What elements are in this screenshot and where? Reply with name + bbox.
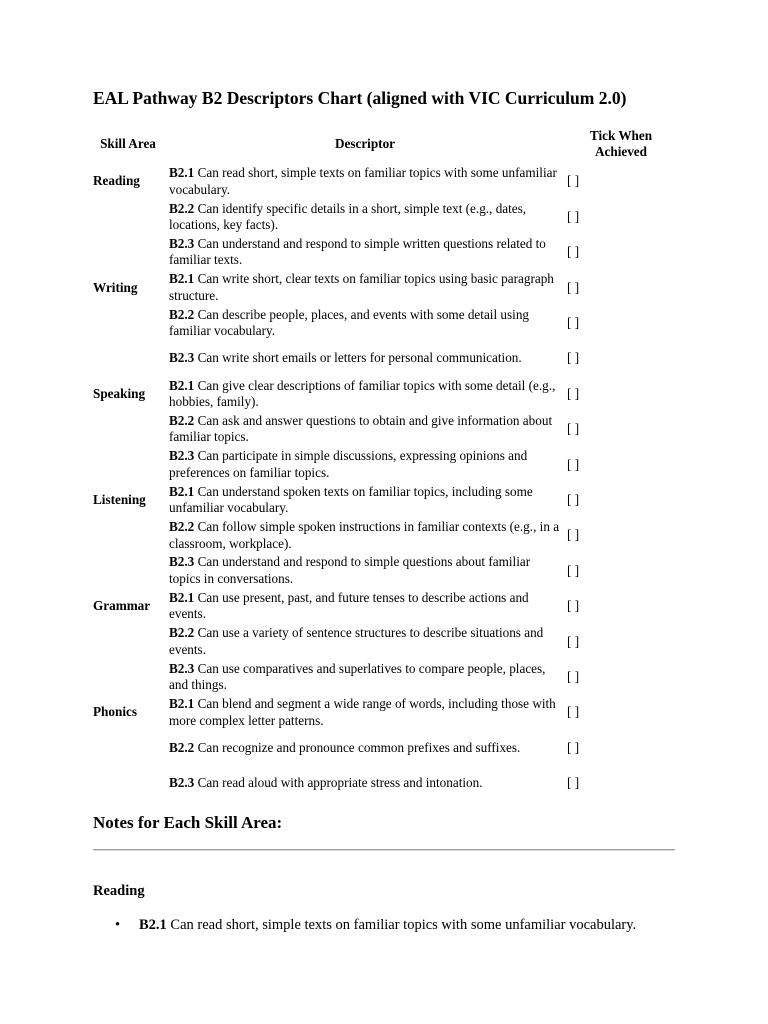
descriptor-text: Can identify specific details in a short, simple text (e.g., dates, locations, key facts). [169,200,527,233]
descriptor-code: B2.3 [169,554,195,570]
descriptor-text: Can write short emails or letters for personal communication. [194,350,522,366]
descriptor-code: B2.2 [169,306,195,322]
tick-box[interactable]: [ ] [567,562,580,578]
descriptor-cell [166,306,564,341]
skill-area-cell: Listening [93,491,146,507]
descriptor-code: B2.1 [169,377,195,393]
table-body [90,164,678,801]
table-row [90,341,678,376]
descriptor-code: B2.1 [139,917,167,933]
descriptor-text: Can understand and respond to simple written questions related to familiar texts. [169,235,546,268]
table-row [90,447,678,482]
skill-area-cell: Speaking [93,385,146,401]
descriptor-cell [166,376,564,411]
tick-box[interactable]: [ ] [567,527,580,543]
descriptor-text: Can use a variety of sentence structures to describe situations and events. [169,625,544,657]
table-row [90,659,678,694]
bullet-icon: • [115,917,121,933]
tick-box[interactable]: [ ] [567,633,580,649]
notes-section-heading: Reading [93,883,145,899]
tick-box[interactable]: [ ] [567,775,580,791]
skill-area-cell [90,518,166,553]
descriptor-code: B2.2 [169,412,195,428]
descriptor-cell [166,695,564,730]
skill-area-cell: Reading [93,173,140,189]
descriptor-cell [166,553,564,588]
table-row [90,695,678,730]
table-row [90,270,678,305]
descriptor-text: Can read short, simple texts on familiar topics with some unfamiliar vocabulary. [166,917,637,933]
skill-area-cell [90,624,166,659]
descriptor-text: Can understand spoken texts on familiar topics, including some unfamiliar vocabulary. [169,483,533,516]
descriptor-text: Can use comparatives and superlatives to compare people, places, and things. [169,660,546,693]
descriptor-text: Can read aloud with appropriate stress and intonation. [194,775,483,791]
table-row [90,164,678,199]
tick-box[interactable]: [ ] [567,279,580,295]
descriptor-cell [166,483,564,518]
descriptor-cell [166,270,564,305]
document-title: EAL Pathway B2 Descriptors Chart (aligned with VIC Curriculum 2.0) [93,88,627,108]
descriptor-cell [166,164,564,199]
table-row [90,412,678,447]
descriptor-cell [166,518,564,553]
tick-box[interactable]: [ ] [567,456,580,472]
tick-box[interactable]: [ ] [567,491,580,507]
skill-area-cell: Phonics [93,704,137,720]
skill-area-cell [90,553,166,588]
descriptor-cell [166,766,564,801]
notes-bullet-list [93,917,636,934]
table-row [90,624,678,659]
horizontal-divider [93,849,675,851]
header-skill-area: Skill Area [100,135,156,151]
table-row [90,376,678,411]
descriptor-text: Can use present, past, and future tenses to describe actions and events. [169,589,529,622]
header-tick-when-achieved: Tick When Achieved [589,127,653,159]
descriptor-cell [166,659,564,694]
descriptor-code: B2.2 [169,739,195,755]
descriptor-cell [166,589,564,624]
descriptor-code: B2.2 [169,625,195,641]
descriptor-code: B2.1 [169,696,195,712]
descriptor-text: Can understand and respond to simple questions about familiar topics in conversations. [169,554,531,586]
tick-box[interactable]: [ ] [567,208,580,224]
notes-title: Notes for Each Skill Area: [93,813,283,832]
tick-box[interactable]: [ ] [567,421,580,437]
descriptors-table [90,124,678,801]
tick-box[interactable]: [ ] [567,704,580,720]
tick-box[interactable]: [ ] [567,668,580,684]
list-item [93,917,636,934]
skill-area-cell: Writing [93,279,138,295]
tick-box[interactable]: [ ] [567,315,580,330]
descriptor-cell [166,235,564,270]
header-descriptor: Descriptor [334,135,396,151]
tick-box[interactable]: [ ] [567,350,580,366]
descriptor-text: Can give clear descriptions of familiar topics with some detail (e.g., hobbies, family). [169,377,556,410]
tick-box[interactable]: [ ] [567,244,580,260]
descriptor-code: B2.1 [169,483,195,499]
descriptor-code: B2.3 [169,660,195,676]
skill-area-cell [90,730,166,765]
tick-box[interactable]: [ ] [567,173,580,189]
skill-area-cell [90,199,166,234]
tick-box[interactable]: [ ] [567,739,580,755]
descriptor-text: Can ask and answer questions to obtain and give information about familiar topics. [169,412,553,445]
skill-area-cell [90,447,166,482]
skill-area-cell [90,659,166,694]
tick-box[interactable]: [ ] [567,385,580,401]
descriptor-text: Can recognize and pronounce common prefixes and suffixes. [194,739,521,755]
descriptor-text: Can blend and segment a wide range of words, including those with more complex letter patterns. [169,696,556,728]
table-row [90,483,678,518]
table-row [90,553,678,588]
skill-area-cell [90,412,166,447]
descriptor-text: Can participate in simple discussions, expressing opinions and preferences on familiar topics. [169,448,528,480]
skill-area-cell [90,766,166,801]
table-row [90,589,678,624]
table-row [90,235,678,270]
table-row [90,518,678,553]
descriptor-cell [166,447,564,482]
descriptor-text: Can write short, clear texts on familiar topics using basic paragraph structure. [169,271,554,303]
descriptor-code: B2.3 [169,448,195,464]
table-row [90,306,678,341]
descriptor-cell [166,199,564,234]
descriptor-code: B2.2 [169,519,195,535]
table-row [90,730,678,765]
descriptor-text: Can read short, simple texts on familiar topics with some unfamiliar vocabulary. [169,165,557,197]
descriptor-code: B2.1 [169,165,195,181]
descriptor-code: B2.3 [169,350,195,366]
skill-area-cell [90,341,166,376]
skill-area-cell [90,235,166,270]
table-row [90,199,678,234]
descriptor-code: B2.2 [169,200,195,216]
descriptor-code: B2.3 [169,775,195,791]
descriptor-cell [166,730,564,765]
descriptor-code: B2.3 [169,235,195,251]
descriptor-text: Can describe people, places, and events with some detail using familiar vocabulary. [169,306,530,339]
skill-area-cell: Grammar [93,598,151,614]
table-row [90,766,678,801]
descriptor-code: B2.1 [169,589,195,605]
tick-box[interactable]: [ ] [567,598,580,614]
descriptor-text: Can follow simple spoken instructions in familiar contexts (e.g., in a classroom, workplace). [169,519,560,551]
skill-area-cell [90,306,166,341]
descriptor-code: B2.1 [169,271,195,287]
descriptor-cell [166,341,564,376]
descriptor-cell [166,624,564,659]
table-header-row [90,124,678,164]
descriptor-cell [166,412,564,447]
